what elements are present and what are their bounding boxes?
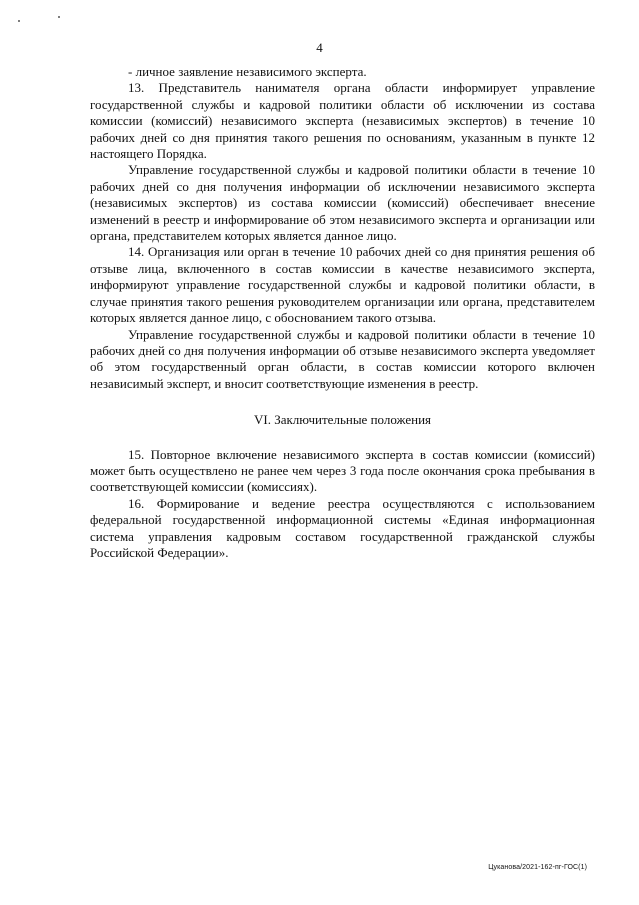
paragraph-13: 13. Представитель нанимателя органа области информирует управление государственной службы и кадровой политики области об исключении из состава комиссии (комиссий) независимого эксперта (независимых экспертов) в течение 10 рабочих дней со дня принятия такого решения по основаниям, указанным в пункте 12 настоящего Порядка.: [90, 80, 595, 162]
paragraph-14: 14. Организация или орган в течение 10 рабочих дней со дня принятия решения об отзыве лица, включенного в состав комиссии в качестве независимого эксперта, информируют управление государственной службы и кадровой политики области, в случае принятия такого решения руководителем организации или органа, представителем которых является данное лицо, с обоснованием такого отзыва.: [90, 244, 595, 326]
scan-speck: [58, 16, 60, 18]
document-body: [90, 64, 595, 561]
section-heading: VI. Заключительные положения: [253, 412, 432, 428]
paragraph-16: 16. Формирование и ведение реестра осуществляются с использованием федеральной государственной информационной системы «Единая информационная система управления кадровым составом государственной гражданской службы Российской Федерации».: [90, 495, 595, 560]
paragraph-list-item: - личное заявление независимого эксперта.: [128, 64, 367, 79]
scan-speck: [18, 20, 20, 22]
paragraph-13-continuation: Управление государственной службы и кадровой политики области в течение 10 рабочих дней со дня получения информации об исключении независимого эксперта (независимых экспертов) из состава комиссии (комиссий) обеспечивает внесение изменений в реестр и информирование об этом независимого эксперта и организации или органа, представителем которых является данное лицо.: [90, 162, 595, 244]
page-number: 4: [316, 40, 323, 55]
paragraph-14-continuation: Управление государственной службы и кадровой политики области в течение 10 рабочих дней со дня получения информации об отзыве независимого эксперта уведомляет об этом государственный орган области, в состав комиссии которого включен независимый эксперт, и вносит соответствующие изменения в реестр.: [90, 326, 595, 391]
footer-document-code: Цуканова/2021-162-пг-ГОС(1): [488, 864, 587, 871]
paragraph-15: 15. Повторное включение независимого эксперта в состав комиссии (комиссий) может быть осуществлено не ранее чем через 3 года после окончания срока пребывания в соответствующей комиссии (комиссиях).: [90, 446, 595, 495]
